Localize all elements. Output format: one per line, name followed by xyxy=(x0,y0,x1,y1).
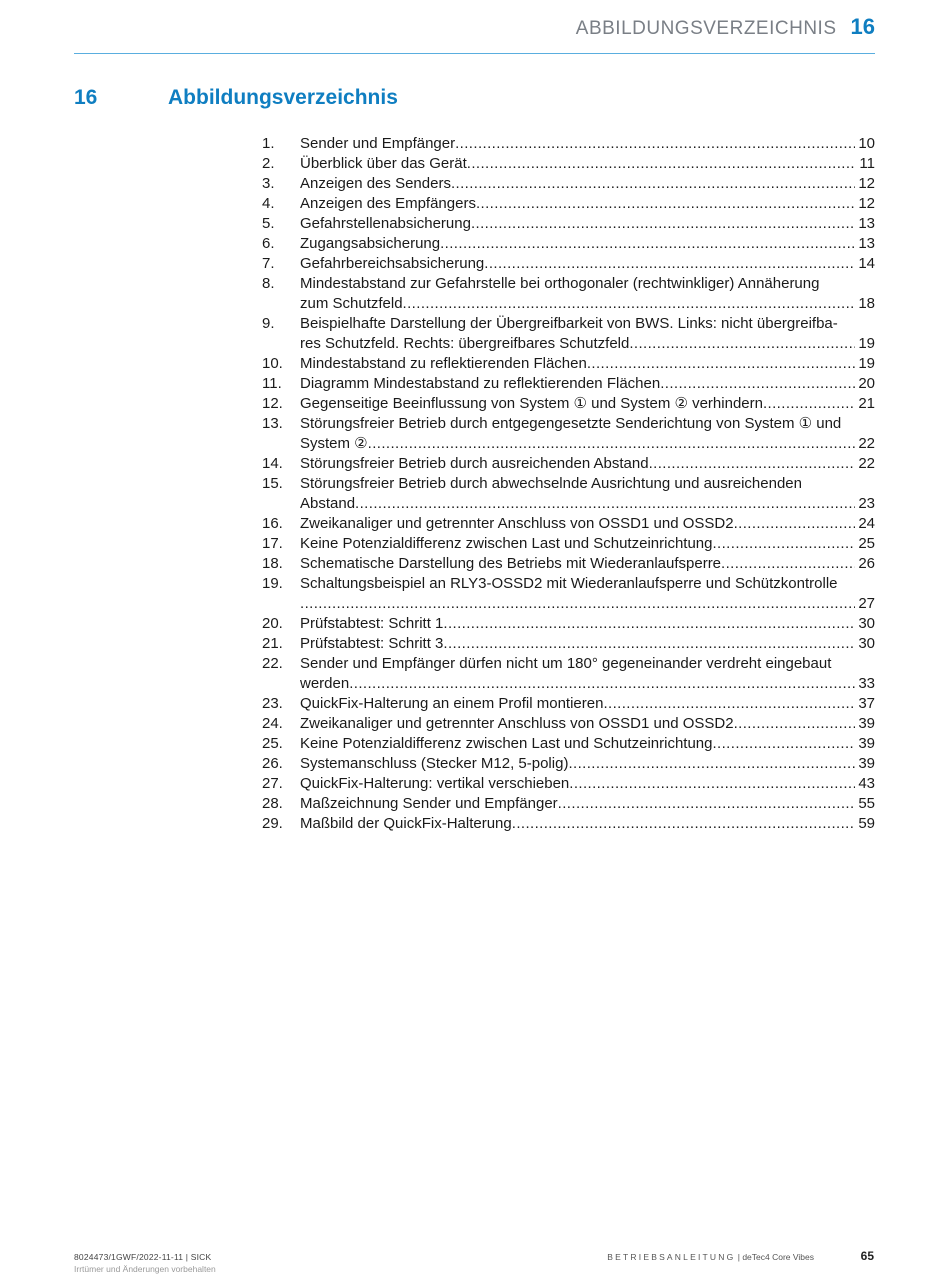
figure-title-row xyxy=(300,494,875,514)
header-rule xyxy=(74,53,875,54)
figure-number: 15. xyxy=(262,475,283,492)
figure-page-number[interactable]: 22 xyxy=(858,435,875,452)
figure-title-line: QuickFix-Halterung an einem Profil montieren xyxy=(300,695,604,712)
figure-title-line: Maßzeichnung Sender und Empfänger xyxy=(300,795,558,812)
figure-number: 18. xyxy=(262,555,283,572)
disclaimer: Irrtümer und Änderungen vorbehalten xyxy=(74,1264,216,1274)
figure-page-number[interactable]: 11 xyxy=(859,155,875,172)
figure-number: 26. xyxy=(262,755,283,772)
figure-title-row xyxy=(300,194,875,214)
dot-leader xyxy=(721,554,855,574)
figure-title-row xyxy=(300,454,875,474)
figure-entry[interactable] xyxy=(262,394,875,414)
figure-title-line: Maßbild der QuickFix-Halterung xyxy=(300,815,512,832)
figure-entry[interactable] xyxy=(262,254,875,274)
running-header xyxy=(576,14,875,40)
figure-page-number[interactable]: 22 xyxy=(858,455,875,472)
figure-title-line: Störungsfreier Betrieb durch abwechselnde Ausrichtung und ausreichenden xyxy=(300,475,802,492)
figure-entry[interactable] xyxy=(262,234,875,254)
figure-entry[interactable] xyxy=(262,774,875,794)
figure-page-number[interactable]: 30 xyxy=(858,615,875,632)
figure-title-line: Schematische Darstellung des Betriebs mit Wiederanlaufsperre xyxy=(300,555,722,572)
dot-leader xyxy=(512,814,856,834)
figure-title-line: Mindestabstand zur Gefahrstelle bei orthogonaler (rechtwinkliger) Annäherung xyxy=(300,275,820,292)
figure-page-number[interactable]: 37 xyxy=(858,695,875,712)
figure-entry[interactable] xyxy=(262,314,875,354)
figure-number: 3. xyxy=(262,175,275,192)
dot-leader xyxy=(712,734,855,754)
figure-number: 24. xyxy=(262,715,283,732)
running-header-title: ABBILDUNGSVERZEICHNIS xyxy=(575,18,837,39)
figure-title-line: Gefahrbereichsabsicherung xyxy=(300,255,485,272)
figure-number: 8. xyxy=(262,275,275,292)
figure-number: 14. xyxy=(262,455,283,472)
figure-entry[interactable] xyxy=(262,194,875,214)
figure-title-row xyxy=(300,174,875,194)
figure-title-row xyxy=(300,714,875,734)
figure-entry[interactable] xyxy=(262,214,875,234)
figure-entry[interactable] xyxy=(262,614,875,634)
figure-number: 1. xyxy=(262,135,275,152)
figure-entry[interactable] xyxy=(262,154,875,174)
figure-page-number[interactable]: 18 xyxy=(858,295,875,312)
figure-page-number[interactable]: 24 xyxy=(858,515,875,532)
figure-title-row xyxy=(300,234,875,254)
figure-title-row xyxy=(300,554,875,574)
figure-page-number[interactable]: 10 xyxy=(858,135,875,152)
figure-page-number[interactable]: 30 xyxy=(858,635,875,652)
dot-leader xyxy=(568,754,855,774)
figure-title-line: Gegenseitige Beeinflussung von System ① und System ② verhindern xyxy=(300,395,763,412)
dot-leader xyxy=(587,354,855,374)
figure-number: 5. xyxy=(262,215,275,232)
dot-leader xyxy=(451,174,855,194)
figure-entry[interactable] xyxy=(262,574,875,614)
figure-entry[interactable] xyxy=(262,754,875,774)
figure-title-line: Beispielhafte Darstellung der Übergreifbarkeit von BWS. Links: nicht übergreifba- xyxy=(300,315,838,332)
figure-entry[interactable] xyxy=(262,734,875,754)
figure-title-line: Keine Potenzialdifferenz zwischen Last und Schutzeinrichtung xyxy=(300,735,713,752)
product-name: deTec4 Core Vibes xyxy=(742,1252,814,1262)
figure-title-row xyxy=(300,534,875,554)
figure-title-row xyxy=(300,294,875,314)
figure-title-line: Anzeigen des Empfängers xyxy=(300,195,476,212)
figure-title-line: Abstand xyxy=(300,495,356,512)
dot-leader xyxy=(660,374,855,394)
figure-page-number[interactable]: 59 xyxy=(858,815,875,832)
figure-page-number[interactable]: 39 xyxy=(858,715,875,732)
dot-leader xyxy=(649,454,856,474)
figure-title-line: Systemanschluss (Stecker M12, 5-polig) xyxy=(300,755,569,772)
figure-entry[interactable] xyxy=(262,794,875,814)
figure-page-number[interactable]: 19 xyxy=(858,335,875,352)
dot-leader xyxy=(558,794,856,814)
figure-title-row xyxy=(300,694,875,714)
figure-page-number[interactable]: 23 xyxy=(858,495,875,512)
figure-title-line: QuickFix-Halterung: vertikal verschieben xyxy=(300,775,570,792)
figure-title-line: Zugangsabsicherung xyxy=(300,235,441,252)
figure-title-row xyxy=(300,774,875,794)
figure-title-row xyxy=(300,334,875,354)
figure-entry[interactable] xyxy=(262,374,875,394)
figure-page-number[interactable]: 12 xyxy=(858,175,875,192)
document-code: 8024473/1GWF/2022-11-11 | SICK xyxy=(74,1252,212,1262)
figure-number: 29. xyxy=(262,815,283,832)
figure-number: 21. xyxy=(262,635,283,652)
figure-number: 28. xyxy=(262,795,283,812)
figure-title-row xyxy=(300,734,875,754)
figure-page-number[interactable]: 33 xyxy=(858,675,875,692)
figure-number: 19. xyxy=(262,575,283,592)
figure-title-line: zum Schutzfeld xyxy=(300,295,403,312)
figure-page-number[interactable]: 39 xyxy=(858,735,875,752)
figure-entry[interactable] xyxy=(262,694,875,714)
figure-title-line: Gefahrstellenabsicherung xyxy=(300,215,471,232)
figure-title-line: System ② xyxy=(300,435,368,452)
figure-entry[interactable] xyxy=(262,714,875,734)
figure-title-line: Prüfstabtest: Schritt 3 xyxy=(300,635,444,652)
figure-title-row xyxy=(300,394,875,414)
figure-title-line: werden xyxy=(300,675,350,692)
dot-leader xyxy=(300,594,855,614)
figure-title-row xyxy=(300,514,875,534)
figure-entry[interactable] xyxy=(262,134,875,154)
figure-number: 17. xyxy=(262,535,283,552)
figure-number: 27. xyxy=(262,775,283,792)
figure-title-line: Prüfstabtest: Schritt 1 xyxy=(300,615,444,632)
figure-title-line: Schaltungsbeispiel an RLY3-OSSD2 mit Wiederanlaufsperre und Schützkontrolle xyxy=(300,575,838,592)
dot-leader xyxy=(455,134,855,154)
footer-separator: | xyxy=(735,1252,743,1262)
dot-leader xyxy=(440,234,855,254)
figure-page-number[interactable]: 19 xyxy=(858,355,875,372)
manual-label: BETRIEBSANLEITUNG xyxy=(607,1252,736,1262)
dot-leader xyxy=(569,774,855,794)
figure-entry[interactable] xyxy=(262,174,875,194)
figure-page-number[interactable]: 21 xyxy=(858,395,875,412)
dot-leader xyxy=(476,194,855,214)
figure-title-line: Zweikanaliger und getrennter Anschluss von OSSD1 und OSSD2 xyxy=(300,715,734,732)
figure-entry[interactable] xyxy=(262,354,875,374)
figure-entry[interactable] xyxy=(262,634,875,654)
figure-entry[interactable] xyxy=(262,274,875,314)
chapter-number: 16 xyxy=(74,86,98,109)
figure-page-number[interactable]: 43 xyxy=(858,775,875,792)
figure-number: 9. xyxy=(262,315,275,332)
figure-entry[interactable] xyxy=(262,454,875,474)
dot-leader xyxy=(763,394,855,414)
figure-entry[interactable] xyxy=(262,654,875,694)
figure-title-row xyxy=(300,614,875,634)
figure-number: 10. xyxy=(262,355,283,372)
dot-leader xyxy=(603,694,855,714)
figure-title-row xyxy=(300,594,875,614)
figure-number: 16. xyxy=(262,515,283,532)
figure-number: 7. xyxy=(262,255,275,272)
dot-leader xyxy=(355,494,855,514)
figure-page-number[interactable]: 13 xyxy=(858,235,875,252)
figure-page-number[interactable]: 12 xyxy=(858,195,875,212)
dot-leader xyxy=(712,534,855,554)
figure-title-line: Störungsfreier Betrieb durch entgegengesetzte Senderichtung von System ① und xyxy=(300,415,842,432)
figure-number: 11. xyxy=(262,375,282,392)
figure-title-line: Sender und Empfänger dürfen nicht um 180° gegeneinander verdreht eingebaut xyxy=(300,655,832,672)
figure-entry[interactable] xyxy=(262,814,875,834)
figure-title-row xyxy=(300,254,875,274)
running-header-number: 16 xyxy=(850,14,875,39)
figure-number: 25. xyxy=(262,735,283,752)
figure-page-number[interactable]: 20 xyxy=(858,375,875,392)
figure-title-row xyxy=(300,634,875,654)
figure-entry[interactable] xyxy=(262,514,875,534)
chapter-title: Abbildungsverzeichnis xyxy=(168,86,398,109)
figure-number: 13. xyxy=(262,415,283,432)
figure-title-row xyxy=(300,154,875,174)
figure-number: 2. xyxy=(262,155,275,172)
figure-page-number[interactable]: 25 xyxy=(858,535,875,552)
figure-number: 22. xyxy=(262,655,283,672)
dot-leader xyxy=(403,294,856,314)
footer-left xyxy=(74,1251,216,1275)
figure-title-row xyxy=(300,754,875,774)
figure-title-line: Mindestabstand zu reflektierenden Flächen xyxy=(300,355,587,372)
figure-title-line: Diagramm Mindestabstand zu reflektierenden Flächen xyxy=(300,375,661,392)
dot-leader xyxy=(734,714,856,734)
figure-page-number[interactable]: 14 xyxy=(858,255,875,272)
dot-leader xyxy=(471,214,855,234)
dot-leader xyxy=(629,334,855,354)
figure-number: 4. xyxy=(262,195,275,212)
figure-title-line: Überblick über das Gerät xyxy=(300,155,467,172)
dot-leader xyxy=(484,254,855,274)
figure-number: 6. xyxy=(262,235,275,252)
figure-title-row xyxy=(300,374,875,394)
figure-title-row xyxy=(300,354,875,374)
figure-number: 12. xyxy=(262,395,283,412)
figure-title-line: Sender und Empfänger xyxy=(300,135,456,152)
figure-entry[interactable] xyxy=(262,534,875,554)
dot-leader xyxy=(443,634,855,654)
figure-title-row xyxy=(300,134,875,154)
footer-manual-info xyxy=(607,1251,814,1263)
dot-leader xyxy=(368,434,856,454)
figure-entry[interactable] xyxy=(262,474,875,514)
figure-number: 20. xyxy=(262,615,283,632)
figure-page-number[interactable]: 13 xyxy=(858,215,875,232)
figure-list xyxy=(262,134,875,834)
figure-title-line: Störungsfreier Betrieb durch ausreichenden Abstand xyxy=(300,455,649,472)
dot-leader xyxy=(443,614,855,634)
figure-page-number[interactable]: 27 xyxy=(858,595,875,612)
figure-title-row xyxy=(300,794,875,814)
figure-entry[interactable] xyxy=(262,414,875,454)
figure-number: 23. xyxy=(262,695,283,712)
figure-title-row xyxy=(300,434,875,454)
figure-title-row xyxy=(300,214,875,234)
figure-page-number[interactable]: 26 xyxy=(858,555,875,572)
figure-title-row xyxy=(300,814,875,834)
figure-page-number[interactable]: 55 xyxy=(858,795,875,812)
page-number: 65 xyxy=(860,1249,874,1263)
figure-title-line: Zweikanaliger und getrennter Anschluss von OSSD1 und OSSD2 xyxy=(300,515,734,532)
dot-leader xyxy=(734,514,856,534)
dot-leader xyxy=(349,674,855,694)
figure-entry[interactable] xyxy=(262,554,875,574)
figure-title-row xyxy=(300,674,875,694)
figure-title-line: Anzeigen des Senders xyxy=(300,175,451,192)
figure-title-line: res Schutzfeld. Rechts: übergreifbares Schutzfeld xyxy=(300,335,630,352)
figure-title-line: Keine Potenzialdifferenz zwischen Last und Schutzeinrichtung xyxy=(300,535,713,552)
dot-leader xyxy=(467,154,857,174)
figure-page-number[interactable]: 39 xyxy=(858,755,875,772)
